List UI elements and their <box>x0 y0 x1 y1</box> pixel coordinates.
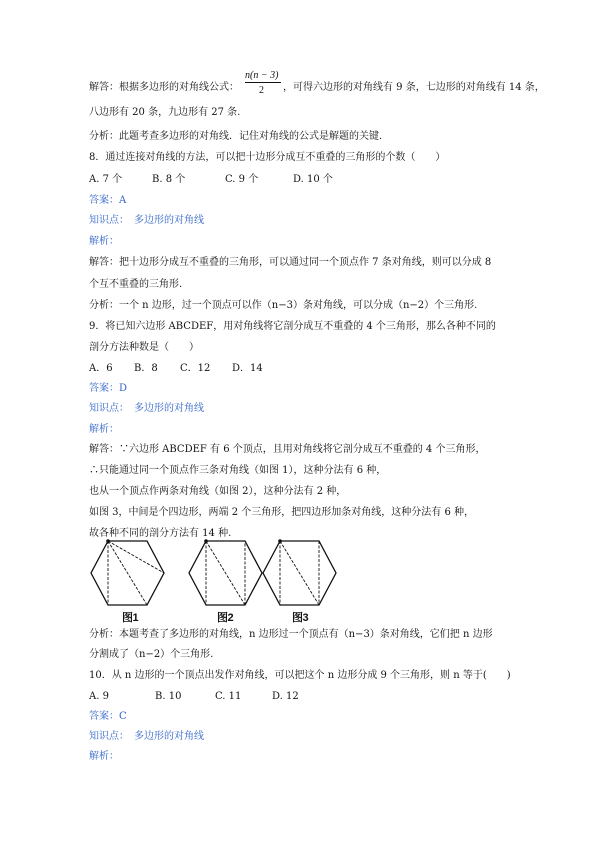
q9-knowledge: 知识点： 多边形的对角线 <box>89 403 204 414</box>
hexagon-figure-1 <box>88 538 168 608</box>
q9-stem-line1: 9．将已知六边形 ABCDEF，用对角线将它剖分成互不重叠的 4 个三角形，那么各种不同的 <box>89 321 496 332</box>
q9-option-b: B．8 <box>134 363 158 374</box>
hexagon-figure-3 <box>260 538 340 608</box>
q9-option-c: C．12 <box>180 363 211 374</box>
q8-option-a: A. 7 个 <box>89 174 123 185</box>
q9-stem-line2: 剖分方法种数是（ ） <box>89 342 199 353</box>
formula-denominator: 2 <box>259 85 264 96</box>
q8-knowledge: 知识点： 多边形的对角线 <box>89 215 204 226</box>
q10-parse-label: 解析： <box>89 751 119 762</box>
q10-option-a: A. 9 <box>89 691 109 702</box>
q9-solution-line3: 也从一个顶点作两条对角线（如图 2），这种分法有 2 种， <box>89 486 347 497</box>
q10-stem: 10．从 n 边形的一个顶点出发作对角线，可以把这个 n 边形分成 9 个三角形，则 n 等于( ) <box>89 670 511 681</box>
q9-answer: 答案：D <box>89 383 128 394</box>
q8-option-d: D. 10 个 <box>293 174 333 185</box>
q10-option-d: D. 12 <box>272 691 299 702</box>
q8-solution-line1: 解答：把十边形分成互不重叠的三角形，可以通过同一个顶点作 7 条对角线，则可以分成 8 <box>89 257 492 268</box>
q10-option-b: B. 10 <box>155 691 182 702</box>
fraction-bar <box>245 82 281 83</box>
q9-option-d: D．14 <box>232 363 263 374</box>
q9-solution-line2: ∴只能通过同一个顶点作三条对角线（如图 1），这种分法有 6 种， <box>89 465 387 476</box>
q10-option-c: C. 11 <box>215 691 242 702</box>
q8-analysis: 分析：一个 n 边形，过一个顶点可以作（n−3）条对角线，可以分成（n−2）个三角形. <box>89 300 478 311</box>
q9-analysis-line2: 分割成了（n−2）个三角形. <box>89 649 214 660</box>
q8-option-b: B. 8 个 <box>152 174 186 185</box>
q8-option-c: C. 9 个 <box>225 174 259 185</box>
q10-knowledge: 知识点： 多边形的对角线 <box>89 731 204 742</box>
q7-answer-line2: 八边形有 20 条，九边形有 27 条. <box>89 107 241 118</box>
q10-answer: 答案：C <box>89 711 127 722</box>
formula-numerator: n(n − 3) <box>245 70 279 81</box>
hexagon-figure-2 <box>186 538 266 608</box>
q7-answer-prefix: 解答：根据多边形的对角线公式： <box>89 82 239 93</box>
q8-answer: 答案：A <box>89 195 127 206</box>
q8-stem: 8．通过连接对角线的方法，可以把十边形分成互不重叠的三角形的个数（ ） <box>89 152 446 163</box>
q7-analysis: 分析：此题考查多边形的对角线．记住对角线的公式是解题的关键. <box>89 131 383 142</box>
q7-answer-line1 <box>89 82 239 94</box>
q9-option-a: A．6 <box>89 363 113 374</box>
q8-solution-line2: 个互不重叠的三角形. <box>89 279 183 290</box>
q9-solution-line5: 故各种不同的剖分方法有 14 种. <box>89 528 232 539</box>
q9-analysis-line1: 分析：本题考查了多边形的对角线，n 边形过一个顶点有（n−3）条对角线，它们把 n 边形 <box>89 629 493 640</box>
q7-answer-suffix: ，可得六边形的对角线有 9 条，七边形的对角线有 14 条， <box>283 82 545 93</box>
q9-parse-label: 解析： <box>89 424 119 435</box>
q9-solution-line1: 解答：∵六边形 ABCDEF 有 6 个顶点，且用对角线将它剖分成互不重叠的 4 个三角形， <box>89 444 486 455</box>
q9-solution-line4: 如图 3，中间是个四边形，两端 2 个三角形，把四边形加条对角线，这种分法有 6 种， <box>89 507 474 518</box>
q8-parse-label: 解析： <box>89 236 119 247</box>
figure-2-caption: 图2 <box>217 612 234 624</box>
figure-3-caption: 图3 <box>292 612 309 624</box>
figure-1-caption: 图1 <box>122 612 139 624</box>
